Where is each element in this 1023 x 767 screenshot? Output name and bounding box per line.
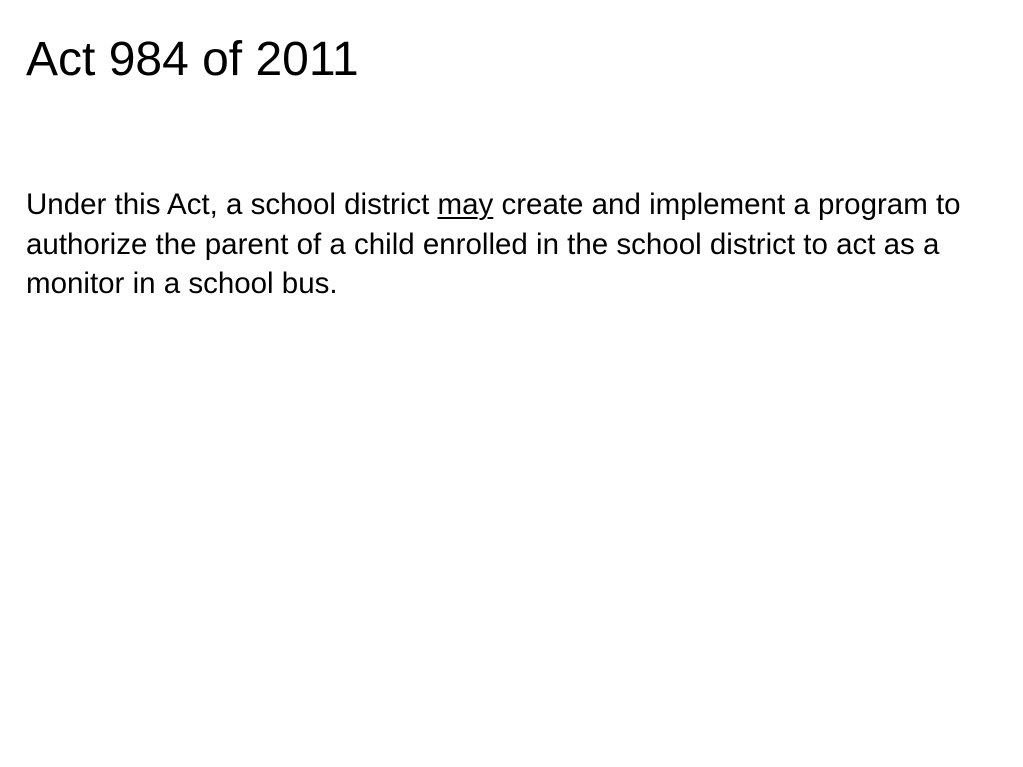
body-text-emphasis: may bbox=[437, 188, 494, 221]
slide-title: Act 984 of 2011 bbox=[26, 33, 359, 86]
body-text-after: create and implement a program to authorize the parent of a child enrolled in the school district to act as a monitor in a school bus. bbox=[26, 188, 961, 300]
slide-body-text bbox=[26, 185, 1011, 304]
body-text-before: Under this Act, a school district bbox=[26, 188, 438, 221]
